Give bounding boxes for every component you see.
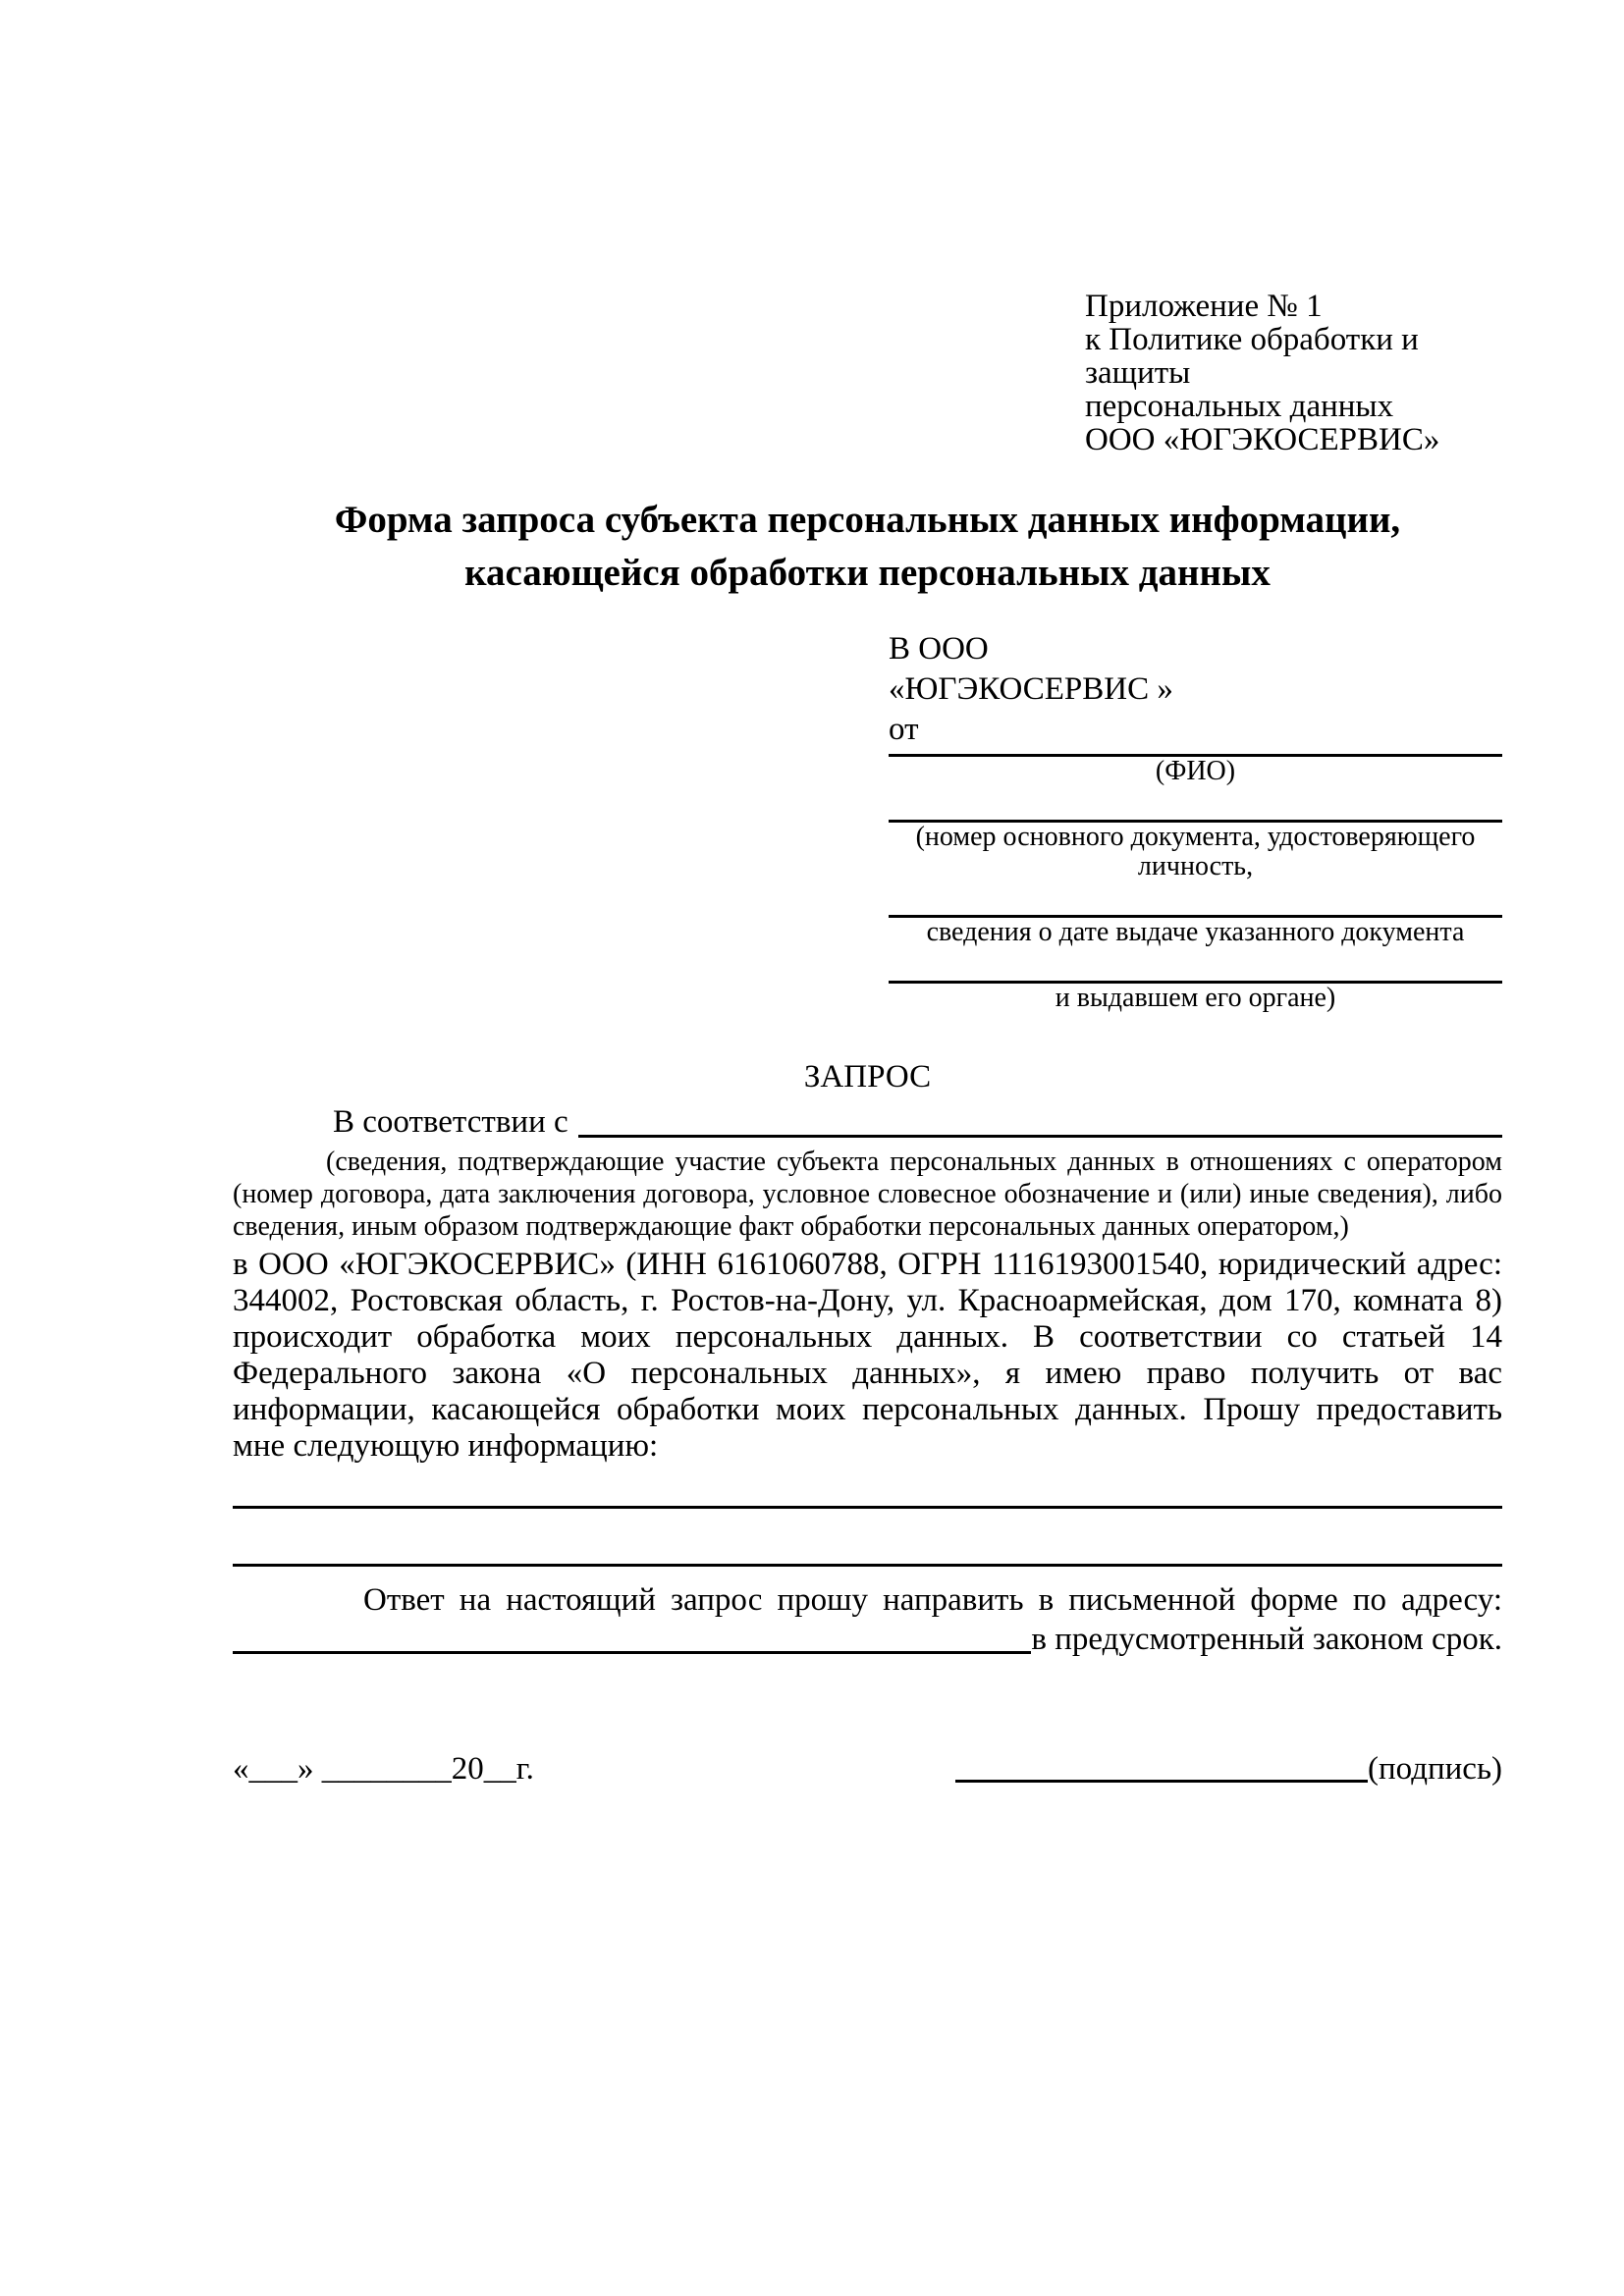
recipient-line: от bbox=[889, 712, 919, 747]
info-blank-line-2 bbox=[233, 1509, 1502, 1567]
date-blank-field: «___» ________20__г. bbox=[233, 1751, 534, 1787]
appendix-line: Приложение № 1 bbox=[1085, 289, 1323, 324]
appendix-block bbox=[1085, 290, 1502, 456]
page-title-line-2: касающейся обработки персональных данных bbox=[464, 552, 1271, 594]
reply-address-row bbox=[233, 1620, 1502, 1659]
document-number-field bbox=[889, 786, 1502, 881]
issue-date-blank-line bbox=[889, 881, 1502, 918]
issuing-authority-caption: и выдавшем его органе) bbox=[1055, 983, 1336, 1013]
reply-deadline-text: в предусмотренный законом срок. bbox=[1031, 1622, 1502, 1657]
recipient-block bbox=[889, 629, 1502, 750]
signature-label: (подпись) bbox=[1368, 1751, 1502, 1787]
page-title bbox=[233, 494, 1502, 600]
address-blank-line bbox=[233, 1620, 1031, 1654]
signature-blank-line bbox=[955, 1780, 1368, 1783]
applicant-fields bbox=[889, 750, 1502, 1013]
recipient-line: «ЮГЭКОСЕРВИС » bbox=[889, 671, 1173, 707]
date-signature-row bbox=[233, 1749, 1502, 1789]
intro-row bbox=[233, 1100, 1502, 1144]
document-number-blank-line bbox=[889, 786, 1502, 823]
fio-caption: (ФИО) bbox=[1155, 756, 1236, 786]
appendix-line: к Политике обработки и защиты bbox=[1085, 322, 1419, 391]
issuing-authority-field bbox=[889, 947, 1502, 1013]
clarification-note: (сведения, подтверждающие участие субъекта персональных данных в отношениях с оператором (номер договора, дата заключения договора, условное словесное обозначение и (или) иные сведения), либо сведения, иным образом подтверждающие факт обработки персональных данных оператором,) bbox=[233, 1147, 1502, 1242]
appendix-line: ООО «ЮГЭКОСЕРВИС» bbox=[1085, 422, 1440, 457]
fio-field bbox=[889, 750, 1502, 786]
recipient-line: В ООО bbox=[889, 631, 989, 667]
document-number-caption: (номер основного документа, удостоверяющего личность, bbox=[915, 822, 1476, 881]
request-heading: ЗАПРОС bbox=[803, 1059, 932, 1095]
signature-group bbox=[955, 1749, 1502, 1789]
page-title-line-1: Форма запроса субъекта персональных данных информации, bbox=[334, 499, 1401, 541]
intro-prefix: В соответствии с bbox=[333, 1104, 568, 1140]
issue-date-caption: сведения о дате выдаче указанного документа bbox=[926, 917, 1465, 947]
info-blank-line-1 bbox=[233, 1465, 1502, 1509]
issuing-authority-blank-line bbox=[889, 947, 1502, 984]
intro-blank-line bbox=[578, 1100, 1502, 1138]
document-content bbox=[233, 290, 1502, 1789]
reply-instruction: Ответ на настоящий запрос прошу направить в письменной форме по адресу: bbox=[363, 1582, 1502, 1618]
request-body-paragraph: в ООО «ЮГЭКОСЕРВИС» (ИНН 6161060788, ОГРН 1116193001540, юридический адрес: 344002, Ростовская область, г. Ростов-на-Дону, ул. Красноармейская, дом 170, комната 8) происходит обработка моих персональных данных. В соответствии со статьей 14 Федерального закона «О персональных данных», я имею право получить от вас информации, касающейся обработки моих персональных данных. Прошу предоставить мне следующую информацию: bbox=[233, 1247, 1502, 1464]
issue-date-field bbox=[889, 881, 1502, 947]
appendix-line: персональных данных bbox=[1085, 389, 1394, 424]
